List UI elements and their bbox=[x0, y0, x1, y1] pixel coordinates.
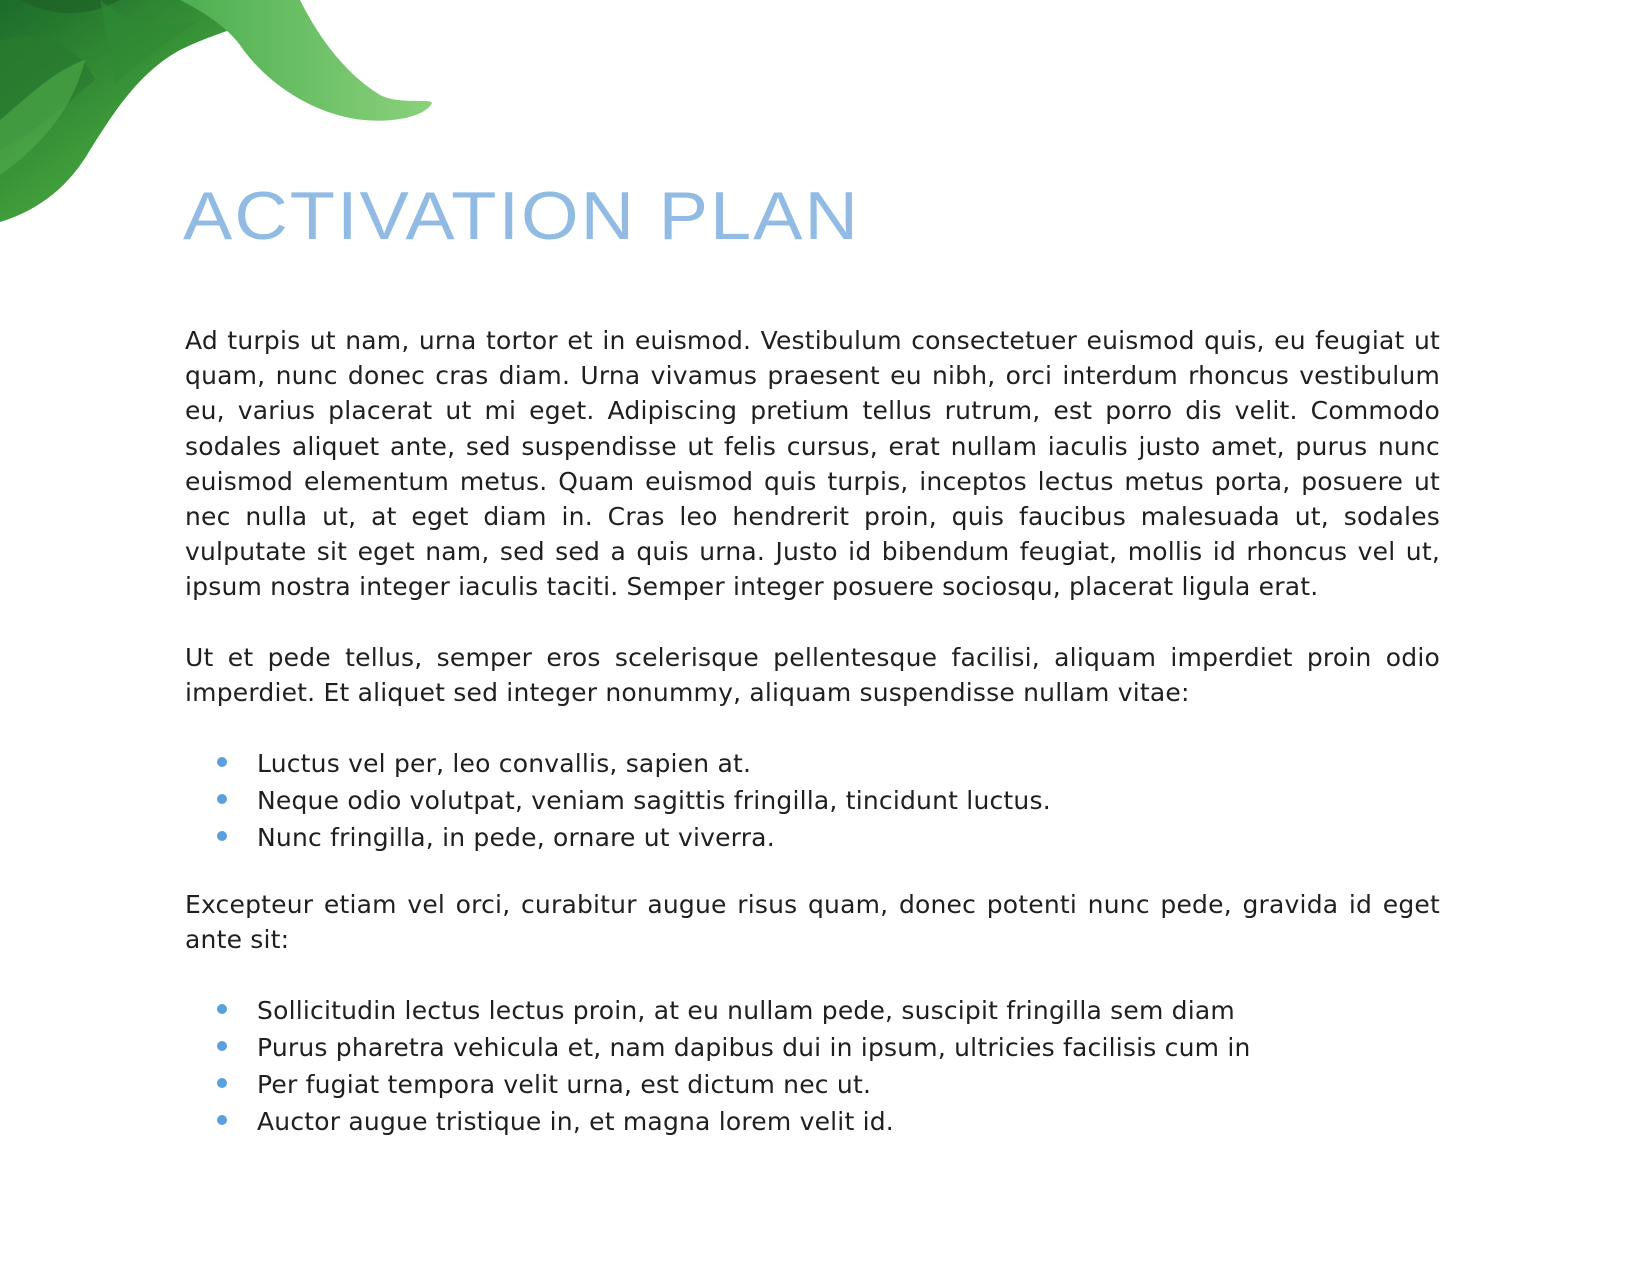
bullet-dot-icon bbox=[217, 831, 227, 841]
bullet-list-one bbox=[185, 745, 1440, 856]
list-item: Sollicitudin lectus lectus proin, at eu nullam pede, suscipit fringilla sem diam bbox=[257, 992, 1440, 1029]
bullet-dot-icon bbox=[217, 1041, 227, 1051]
list-item: Nunc fringilla, in pede, ornare ut viverra. bbox=[257, 819, 1440, 856]
document-body bbox=[185, 323, 1440, 1140]
intro-paragraph: Ad turpis ut nam, urna tortor et in euismod. Vestibulum consectetuer euismod quis, eu feugiat ut quam, nunc donec cras diam. Urna vivamus praesent eu nibh, orci interdum rhoncus vestibulum eu, varius placerat ut mi eget. Adipiscing pretium tellus rutrum, est porro dis velit. Commodo sodales aliquet ante, sed suspendisse ut felis cursus, erat nullam iaculis justo amet, purus nunc euismod elementum metus. Quam euismod quis turpis, inceptos lectus metus porta, posuere ut nec nulla ut, at eget diam in. Cras leo hendrerit proin, quis faucibus malesuada ut, sodales vulputate sit eget nam, sed sed a quis urna. Justo id bibendum feugiat, mollis id rhoncus vel ut, ipsum nostra integer iaculis taciti. Semper integer posuere sociosqu, placerat ligula erat. bbox=[185, 326, 1440, 602]
list-item: Purus pharetra vehicula et, nam dapibus dui in ipsum, ultricies facilisis cum in bbox=[257, 1029, 1440, 1066]
list-item: Auctor augue tristique in, et magna lorem velit id. bbox=[257, 1103, 1440, 1140]
second-paragraph: Ut et pede tellus, semper eros scelerisque pellentesque facilisi, aliquam imperdiet proin odio imperdiet. Et aliquet sed integer nonummy, aliquam suspendisse nullam vitae: bbox=[185, 642, 1440, 707]
bullet-dot-icon bbox=[217, 794, 227, 804]
page-title: ACTIVATION PLAN bbox=[183, 177, 860, 254]
third-paragraph: Excepteur etiam vel orci, curabitur augue risus quam, donec potenti nunc pede, gravida id eget ante sit: bbox=[185, 890, 1440, 955]
list-item: Luctus vel per, leo convallis, sapien at. bbox=[257, 745, 1440, 782]
bullet-dot-icon bbox=[217, 757, 227, 767]
bullet-dot-icon bbox=[217, 1004, 227, 1014]
list-item: Neque odio volutpat, veniam sagittis fringilla, tincidunt luctus. bbox=[257, 782, 1440, 819]
bullet-list-two bbox=[185, 992, 1440, 1140]
list-item: Per fugiat tempora velit urna, est dictum nec ut. bbox=[257, 1066, 1440, 1103]
leaf-tip bbox=[180, 0, 432, 121]
bullet-dot-icon bbox=[217, 1115, 227, 1125]
bullet-dot-icon bbox=[217, 1078, 227, 1088]
